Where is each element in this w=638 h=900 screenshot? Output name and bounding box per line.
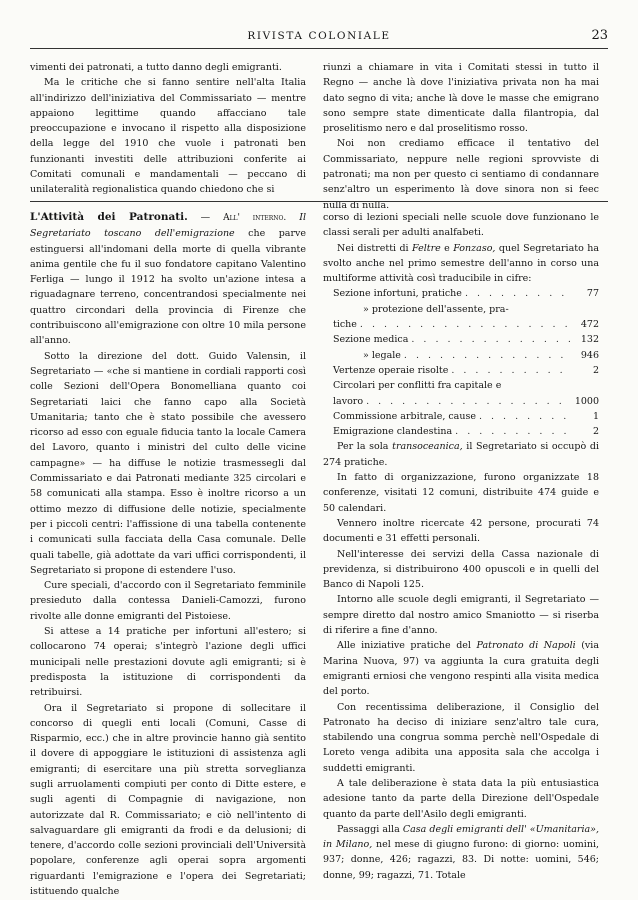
- paragraph: Vennero inoltre ricercate 42 persone, procurati 74 documenti e 31 effetti personali.: [323, 517, 599, 545]
- paragraph: [323, 241, 599, 287]
- intro-text: che parve estinguersi all'indomani della morte di quella vibrante anima gentile che fu il suo fondatore capitano Valentino Ferliga — lungo il 1912 ha svolto un'azione intesa a riguadagnare terreno, concentrandosi specialmente nei quattro circondari della provincia di Firenze che contribuiscono all'emigrazione con oltre 10 mila persone all'anno.: [30, 228, 306, 347]
- section-subtitle: Il Segretariato toscano dell'emigrazione: [30, 212, 306, 240]
- emphasis: Patronato di Napoli: [476, 640, 576, 652]
- text-run: e: [440, 242, 454, 254]
- paragraph: Si attese a 14 pratiche per infortuni all'estero; si collocarono 74 operai; s'integrò l'azione degli uffici municipali nelle prestazioni dovute agli emigranti; si è predisposta la istituzione di corrispondenti da retribuirsi.: [30, 626, 306, 699]
- paragraph: Cure speciali, d'accordo con il Segretariato femminile presieduto dalla contessa Danieli-Camozzi, furono rivolte alle donne emigranti del Pistoiese.: [30, 580, 306, 622]
- heading-dash: —: [187, 212, 224, 223]
- leader-dots: [455, 424, 570, 439]
- stats-label: Emigrazione clandestina: [333, 426, 453, 438]
- text-run: quel Segretariato ha svolto anche nel primo semestre dell'anno in corso una multiforme attività così traducibile in cifre:: [323, 242, 599, 285]
- stats-label: Sezione medica: [333, 334, 409, 346]
- journal-title: RIVISTA COLONIALE: [247, 30, 391, 42]
- paragraph: Sotto la direzione del dott. Guido Valensin, il Segretariato — «che si mantiene in cordiali rapporti così colle Sezioni dell'Opera Bonomelliana quanto coi Segretariati laici che fanno capo alla Società Umanitaria; tanto che è stato possibile che avessero ricorso ad esso con eguale fiducia tanto la locale Camera del Lavoro, quanto i ministri del culto delle vicine campagne» — ha diffuse le notizie trasmessegli dal Commissariato e dai Patronati mediante 325 circolari e 58 comunicati alla stampa. Esso è inoltre ricorso a un ottimo mezzo di diffusione delle notizie, specialmente per i piccoli centri: l'affissione di una tabella contenente i comunicati sulla facciata della Casa comunale. Delle quali tabelle, già adottate da vari uffici corrispondenti, il Segretariato si propone di estendere l'uso.: [30, 350, 306, 576]
- paragraph: corso di lezioni speciali nelle scuole dove funzionano le classi serali per adulti analfabeti.: [323, 212, 599, 239]
- paragraph: vimenti dei patronati, a tutto danno degli emigranti.: [30, 62, 282, 73]
- section-rule: [30, 201, 608, 202]
- paragraph: [323, 439, 599, 470]
- section-heading: L'Attività dei Patronati.: [30, 211, 188, 223]
- running-header: [30, 28, 608, 44]
- stats-label: Commissione arbitrale, cause: [333, 410, 476, 422]
- stats-row: [333, 378, 599, 393]
- stats-label: lavoro: [333, 395, 364, 407]
- emphasis: Casa degli emigranti dell' «Umanitaria», in Milano,: [323, 823, 599, 851]
- leader-dots: [366, 394, 570, 409]
- paragraph: [323, 822, 599, 883]
- paragraph: Nell'interesse dei servizi della Cassa nazionale di previdenza, si distribuirono 400 opuscoli e in quelli del Banco di Napoli 125.: [323, 548, 599, 591]
- leader-dots: [451, 363, 570, 378]
- text-run: Alle iniziative pratiche del: [337, 640, 477, 652]
- paragraph: [323, 638, 599, 699]
- emphasis: transoceanica,: [392, 441, 463, 453]
- paragraph: Ma le critiche che si fanno sentire nell'alta Italia all'indirizzo dell'iniziativa del Commissariato — mentre appaiono legittime quando affacciano tale preoccupazione e invocano il rispetto alla disposizione della legge del 1910 che vuole i patronati ben funzionanti investiti delle attribuzioni conferite ai Comitati comunali e mandamentali — peccano di unilateralità regionalistica quando chiedono che si: [30, 77, 306, 196]
- stats-label: tiche: [333, 319, 357, 331]
- text-run: Nei distretti di: [337, 242, 413, 254]
- main-left-column: [30, 210, 306, 899]
- leader-dots: [360, 317, 570, 332]
- stats-value: 132: [580, 334, 599, 346]
- stats-label: » legale: [363, 349, 401, 361]
- stats-value: 2: [592, 364, 599, 376]
- place-name: Feltre: [412, 242, 441, 254]
- leader-dots: [411, 332, 570, 347]
- paragraph: Con recentissima deliberazione, il Consiglio del Patronato ha deciso di iniziare senz'altro tale cura, stabilendo una congrua somma perchè nell'Ospedale di Loreto venga adibita una apposita sala che accolga i suddetti emigranti.: [323, 701, 599, 774]
- stats-row: [333, 363, 599, 378]
- stats-row: [333, 424, 599, 439]
- leader-dots: [479, 409, 570, 424]
- stats-row: [333, 317, 599, 332]
- text-run: il Segretariato si occupò di 274 pratiche.: [323, 441, 599, 468]
- statistics-list: [333, 286, 599, 439]
- text-run: nel mese di giugno furono: di giorno: uomini, 937; donne, 426; ragazzi, 83. Di notte: uomini, 546; donne, 99; ragazzi, 71. Totale: [323, 839, 599, 881]
- stats-value: 946: [580, 349, 599, 361]
- paragraph: A tale deliberazione è stata data la più entusiastica adesione tanto da parte della Direzione dell'Ospedale quanto da parte dell'Asilo degli emigranti.: [323, 777, 599, 820]
- stats-value: 472: [580, 319, 599, 331]
- leader-dots: [465, 286, 570, 301]
- text-run: Passaggi alla: [337, 823, 403, 835]
- section-subhead: All' interno.: [223, 213, 287, 223]
- stats-row: [333, 348, 599, 363]
- paragraph: Intorno alle scuole degli emigranti, il Segretariato — sempre diretto dal nostro amico Smaniotto — si riserba di riferire a fine d'anno.: [323, 594, 599, 637]
- place-name: Fonzaso,: [453, 242, 496, 254]
- stats-value: 1000: [574, 395, 599, 407]
- stats-row: [333, 332, 599, 347]
- stats-label: Sezione infortuni, pratiche: [333, 288, 462, 300]
- paragraph: In fatto di organizzazione, furono organizzate 18 conferenze, visitati 12 comuni, distribuite 474 guide e 50 calendari.: [323, 472, 599, 514]
- section-intro: [30, 210, 306, 349]
- main-right-column: [323, 210, 599, 883]
- stats-label: » protezione dell'assente, pra-: [363, 303, 509, 315]
- stats-label: Vertenze operaie risolte: [333, 364, 449, 376]
- stats-row: [333, 286, 599, 301]
- leader-dots: [404, 348, 570, 363]
- stats-label: Circolari per conflitti fra capitale e: [333, 380, 502, 392]
- text-run: Per la sola: [337, 441, 393, 453]
- stats-row: [333, 409, 599, 424]
- stats-row: [333, 302, 599, 317]
- top-right-column: [323, 60, 599, 213]
- stats-value: 77: [586, 288, 599, 300]
- stats-value: 1: [592, 410, 599, 422]
- stats-value: 2: [592, 426, 599, 438]
- paragraph: riunzi a chiamare in vita i Comitati stessi in tutto il Regno — anche là dove l'iniziativa privata non ha mai dato segno di vita; anche là dove le masse che emigrano sono sempre state dimenticate dalla filantropia, dal proselitismo nero e dal proselitismo rosso.: [323, 62, 599, 135]
- paragraph: Ora il Segretariato si propone di sollecitare il concorso di quegli enti locali (Comuni, Casse di Risparmio, ecc.) che in altre provincie hanno già sentito il dovere di appoggiare le istituzioni di assistenza agli emigranti; di esercitare una più stretta sorveglianza sugli arruolamenti compiuti per conto di Ditte estere, e sugli agenti di Compagnie di navigazione, non autorizzate dal R. Commissariato; e ciò nell'intento di salvaguardare gli emigranti da frodi e da delusioni; di tenere, d'accordo colle sezioni provinciali dell'Università popolare, conferenze agli operai sopra argomenti riguardanti l'emigrazione e l'opera dei Segretariati; istituendo qualche: [30, 702, 306, 898]
- paragraph: Noi non crediamo efficace il tentativo del Commissariato, neppure nelle regioni sprovviste di patronati; ma non per questo ci sentiamo di condannare senz'altro un esperimento là dove sinora non si feec nulla di nulla.: [323, 138, 599, 211]
- page-number: 23: [591, 28, 608, 43]
- stats-row: [333, 394, 599, 409]
- top-left-column: [30, 60, 306, 198]
- header-rule: [30, 48, 608, 49]
- text-run: (via Marina Nuova, 97) va aggiunta la cura gratuita degli emigranti erniosi che vengono respinti alla visita medica del porto.: [323, 640, 599, 698]
